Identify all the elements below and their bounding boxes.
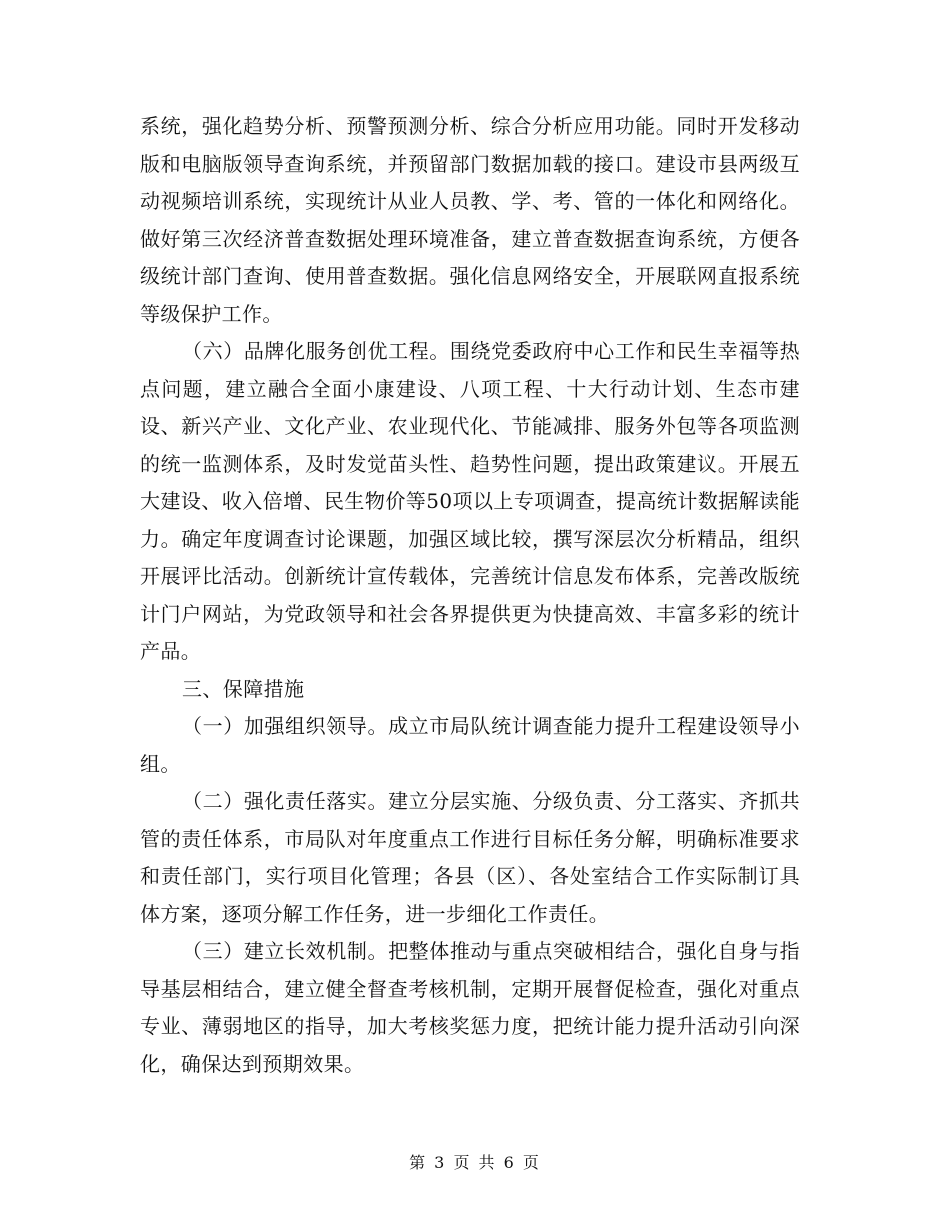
section-heading-safeguard-measures: 三、保障措施 — [182, 676, 305, 701]
paragraph-continuation: 系统，强化趋势分析、预警预测分析、综合分析应用功能。同时开发移动版和电脑版领导查询系统，并预留部门数据加载的接口。建设市县两级互动视频培训系统，实现统计从业人员教、学、考、管的一体化和网络化。做好第三次经济普查数据处理环境准备，建立普查数据查询系统，方便各级统计部门查询、使用普查数据。强化信息网络安全，开展联网直报系统等级保护工作。 — [140, 114, 800, 326]
document-body — [140, 108, 800, 1083]
paragraph-responsibility-implementation: （二）强化责任落实。建立分层实施、分级负责、分工落实、齐抓共管的责任体系，市局队对年度重点工作进行目标任务分解，明确标准要求和责任部门，实行项目化管理；各县（区）、各处室结合工作实际制订具体方案，逐项分解工作任务，进一步细化工作责任。 — [140, 789, 800, 926]
page-number-footer: 第 3 页 共 6 页 — [409, 1153, 541, 1172]
paragraph-strengthen-leadership: （一）加强组织领导。成立市局队统计调查能力提升工程建设领导小组。 — [140, 714, 800, 776]
paragraph-brand-service-project: （六）品牌化服务创优工程。围绕党委政府中心工作和民生幸福等热点问题，建立融合全面小康建设、八项工程、十大行动计划、生态市建设、新兴产业、文化产业、农业现代化、节能减排、服务外包等各项监测的统一监测体系，及时发觉苗头性、趋势性问题，提出政策建议。开展五大建设、收入倍增、民生物价等50项以上专项调查，提高统计数据解读能力。确定年度调查讨论课题，加强区域比较，撰写深层次分析精品，组织开展评比活动。创新统计宣传载体，完善统计信息发布体系，完善改版统计门户网站，为党政领导和社会各界提供更为快捷高效、丰富多彩的统计产品。 — [140, 339, 800, 663]
paragraph-long-term-mechanism: （三）建立长效机制。把整体推动与重点突破相结合，强化自身与指导基层相结合，建立健全督查考核机制，定期开展督促检查，强化对重点专业、薄弱地区的指导，加大考核奖惩力度，把统计能力提升活动引向深化，确保达到预期效果。 — [140, 939, 800, 1076]
